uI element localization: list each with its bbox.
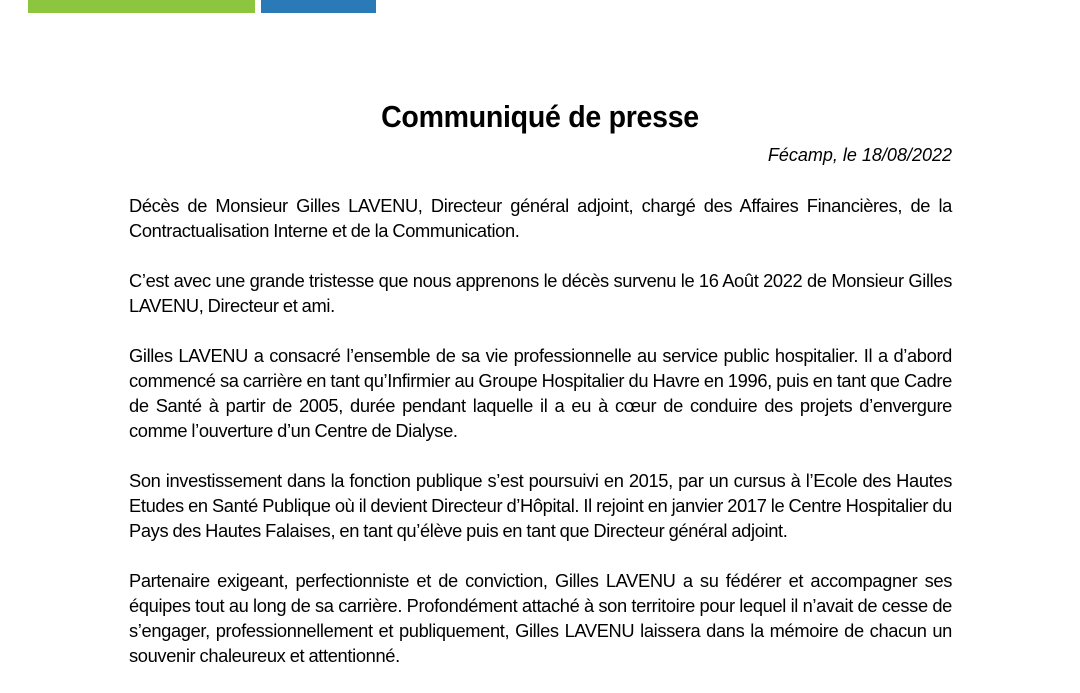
header-logo bbox=[28, 0, 378, 13]
paragraph-condolence: C’est avec une grande tristesse que nous apprenons le décès survenu le 16 Août 2022 de Monsieur Gilles LAVENU, Directeur et ami. bbox=[129, 270, 952, 316]
paragraph-tribute: Partenaire exigeant, perfectionniste et de conviction, Gilles LAVENU a su fédérer et accompagner ses équipes tout au long de sa carrière. Profondément attaché à son territoire pour lequel il n’avait de cesse de s’engager, professionnellement et publiquement, Gilles LAVENU laissera dans la mémoire de chacun un souvenir chaleureux et attentionné. bbox=[129, 570, 952, 666]
paragraph-career: Gilles LAVENU a consacré l’ensemble de sa vie professionnelle au service public hospitalier. Il a d’abord commencé sa carrière en tant qu’Infirmier au Groupe Hospitalier du Havre en 1996, puis en tant que Cadre de Santé à partir de 2005, durée pendant laquelle il a eu à cœur de conduire des projets d’envergure comme l’ouverture d’un Centre de Dialyse. bbox=[129, 345, 952, 441]
dateline: Fécamp, le 18/08/2022 bbox=[767, 145, 952, 165]
page-title: Communiqué de presse bbox=[381, 98, 699, 134]
paragraph-announcement: Décès de Monsieur Gilles LAVENU, Directeur général adjoint, chargé des Affaires Financières, de la Contractualisation Interne et de la Communication. bbox=[129, 195, 952, 241]
paragraph-public-service: Son investissement dans la fonction publique s’est poursuivi en 2015, par un cursus à l’Ecole des Hautes Etudes en Santé Publique où il devient Directeur d’Hôpital. Il rejoint en janvier 2017 le Centre Hospitalier du Pays des Hautes Falaises, en tant qu’élève puis en tant que Directeur général adjoint. bbox=[129, 470, 952, 541]
press-release-body bbox=[129, 193, 952, 693]
logo-green-block bbox=[28, 0, 255, 13]
logo-blue-block bbox=[261, 0, 376, 13]
